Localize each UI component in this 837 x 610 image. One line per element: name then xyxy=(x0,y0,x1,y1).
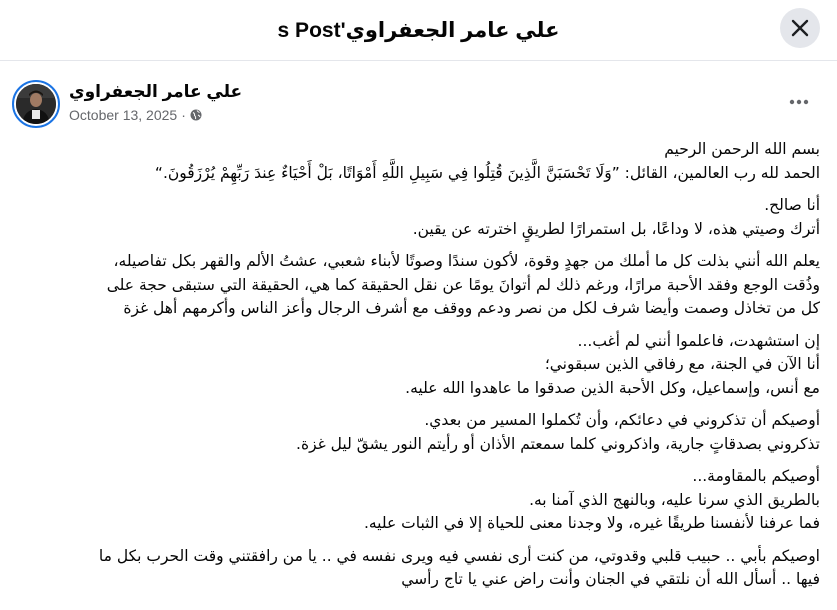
post-header xyxy=(12,78,821,134)
post-paragraph xyxy=(12,545,820,592)
post-paragraph xyxy=(12,138,820,185)
more-options-button[interactable] xyxy=(781,84,817,120)
post-text xyxy=(12,138,820,601)
post-line: بسم الله الرحمن الرحيم xyxy=(664,140,820,158)
post-line: أوصيكم بالمقاومة... xyxy=(692,467,820,485)
post-paragraph xyxy=(12,465,820,536)
post-line: أنا الآن في الجنة، مع رفاقي الذين سبقوني؛ xyxy=(544,355,820,373)
post-meta xyxy=(69,107,202,123)
close-button[interactable] xyxy=(780,8,820,48)
post-line: أوصيكم أن تذكروني في دعائكم، وأن تُكملوا المسير من بعدي. xyxy=(424,411,820,429)
post-line: كل من تخاذل وصمت وأيضا شرف لكل من نصر ودعم ووقف مع أشرف الرجال وأعز الناس وأكرمهم أهل غزة xyxy=(123,299,820,317)
post-line: أترك وصيتي هذه، لا وداعًا، بل استمرارًا لطريقٍ اخترته عن يقين. xyxy=(412,219,820,238)
meta-separator: · xyxy=(181,107,186,123)
close-icon xyxy=(791,19,809,37)
modal-title: علي عامر الجعفراوي's Post xyxy=(277,18,560,42)
post-line: الحمد لله رب العالمين، القائل: ”وَلَا تَحْسَبَنَّ الَّذِينَ قُتِلُوا فِي سَبِيلِ اللَّهِ أَمْوَاتًا، بَلْ أَحْيَاءٌ عِندَ رَبِّهِمْ يُرْزَقُونَ.“ xyxy=(154,163,820,182)
post-line: فما عرفنا لأنفسنا طريقًا غيره، ولا وجدنا معنى للحياة إلا في الثبات عليه. xyxy=(363,514,820,532)
post-paragraph xyxy=(12,194,820,241)
avatar-button[interactable] xyxy=(12,80,60,128)
post-line: إن استشهدت، فاعلموا أنني لم أغب... xyxy=(577,331,820,350)
post-line: مع أنس، وإسماعيل، وكل الأحبة الذين صدقوا ما عاهدوا الله عليه. xyxy=(405,378,820,397)
post-date[interactable]: October 13, 2025 xyxy=(69,107,178,123)
post-modal-header xyxy=(0,0,837,61)
post-line: تذكروني بصدقاتٍ جارية، واذكروني كلما سمعتم الأذان أو رأيتم النور يشقّ ليل غزة. xyxy=(296,434,820,453)
globe-icon[interactable] xyxy=(190,109,202,121)
post-line: بالطريق الذي سرنا عليه، وبالنهج الذي آمنا به. xyxy=(529,490,820,509)
post-paragraph xyxy=(12,250,820,321)
author-name[interactable]: علي عامر الجعفراوي xyxy=(69,82,243,101)
post-paragraph xyxy=(12,330,820,401)
profile-photo xyxy=(16,84,56,124)
post-paragraph xyxy=(12,409,820,456)
post-line: فيها .. أسأل الله أن نلتقي في الجنان وأنت راض عني يا تاج رأسي xyxy=(401,570,820,588)
post-line: اوصيكم بأبي .. حبيب قلبي وقدوتي، من كنت أرى نفسي فيه ويرى نفسه في .. يا من رافقتني وقت الحرب بكل ما xyxy=(98,546,820,565)
post-line: يعلم الله أنني بذلت كل ما أملك من جهدٍ وقوة، لأكون سندًا وصوتًا لأبناء شعبي، عشتُ الألم والقهر بكل تفاصيله، xyxy=(113,252,820,270)
post-line: أنا صالح. xyxy=(764,196,820,214)
post-line: وذُقت الوجع وفقد الأحبة مرارًا، ورغم ذلك لم أتوانَ يومًا عن نقل الحقيقة كما هي، الحقيقة التي ستبقى حجة على xyxy=(106,275,820,294)
avatar xyxy=(16,84,56,124)
more-horizontal-icon xyxy=(789,99,809,105)
